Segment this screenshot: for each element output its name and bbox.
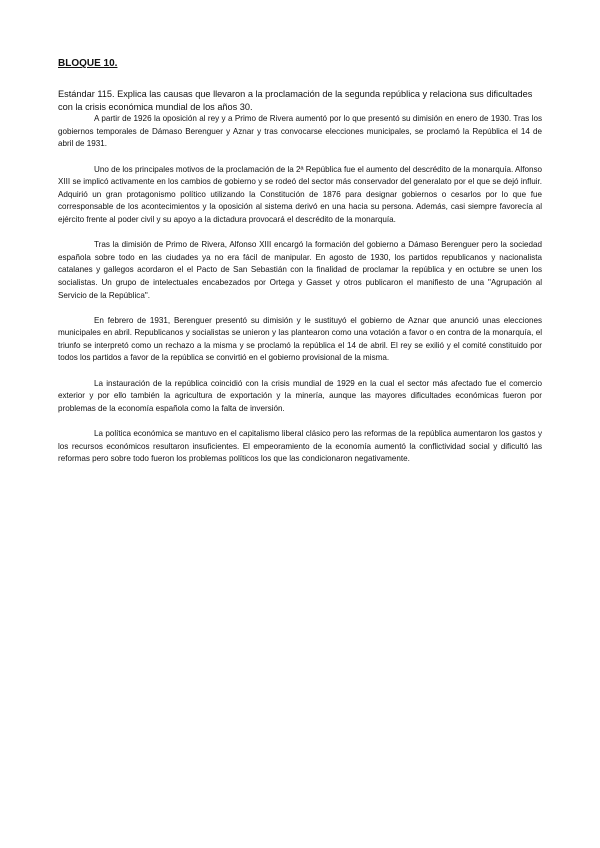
paragraph: La instauración de la república coincidió con la crisis mundial de 1929 en la cual el sector más afectado fue el comercio exterior y por ello también la agricultura de exportación y la minería, aunque las mayores dificultades económicas fueron por problemas de la economía española como la falta de inversión. [58,378,542,413]
document-page [58,58,542,466]
block-title: BLOQUE 10. [58,58,118,69]
standard-statement: Estándar 115. Explica las causas que llevaron a la proclamación de la segunda república y relaciona sus dificultades con la crisis económica mundial de los años 30. [58,89,533,112]
paragraph: En febrero de 1931, Berenguer presentó su dimisión y le sustituyó el gobierno de Aznar que anunció unas elecciones municipales en abril. Republicanos y socialistas se unieron y las plantearon como una votación a favor o en contra de la monarquía, el triunfo se interpretó como un rechazo a la misma y se proclamó la república el 14 de abril. El rey se exilió y el comité constituido por todos los partidos a favor de la república se convirtió en el gobierno provisional de la misma. [58,315,542,363]
paragraph: La política económica se mantuvo en el capitalismo liberal clásico pero las reformas de la república aumentaron los gastos y los recursos económicos resultaron insuficientes. El empeoramiento de la economía aumentó la conflictividad social y dificultó las reformas pero sobre todo fueron los problemas políticos los que las condicionaron negativamente. [58,429,542,464]
paragraph-gap [58,227,542,240]
paragraph-gap [58,415,542,428]
paragraph: Uno de los principales motivos de la proclamación de la 2ª República fue el aumento del descrédito de la monarquía. Alfonso XIII se implicó activamente en los cambios de gobierno y se rodeó del sector más conservador del generalato por el que se dejó influir. Adquirió un gran protagonismo político utilizando la Constitución de 1876 para designar gobiernos o cesarlos por lo que fue corresponsable de los acontecimientos y la oposición al sistema derivó en una hacia su persona. Además, casi siempre favorecía al ejército frente al poder civil y su apoyo a la dictadura provocará el descrédito de la monarquía. [58,164,542,224]
paragraph: Tras la dimisión de Primo de Rivera, Alfonso XIII encargó la formación del gobierno a Dámaso Berenguer pero la sociedad española sobre todo en las ciudades ya no era fácil de manipular. En agosto de 1930, los partidos republicanos y nacionalista catalanes y gallegos acordaron el el Pacto de San Sebastián con la finalidad de proclamar la república y en octubre se unen los socialistas. Un grupo de intelectuales encabezados por Ortega y Gasset y otros publicaron el manifiesto de una "Agrupación al Servicio de la República". [58,240,542,300]
paragraph-gap [58,302,542,315]
paragraph-gap [58,365,542,378]
paragraph: A partir de 1926 la oposición al rey y a Primo de Rivera aumentó por lo que presentó su dimisión en enero de 1930. Tras los gobiernos temporales de Dámaso Berenguer y Aznar y tras convocarse elecciones municipales, se proclamó la República el 14 de abril de 1931. [58,114,542,149]
paragraph-gap [58,151,542,164]
